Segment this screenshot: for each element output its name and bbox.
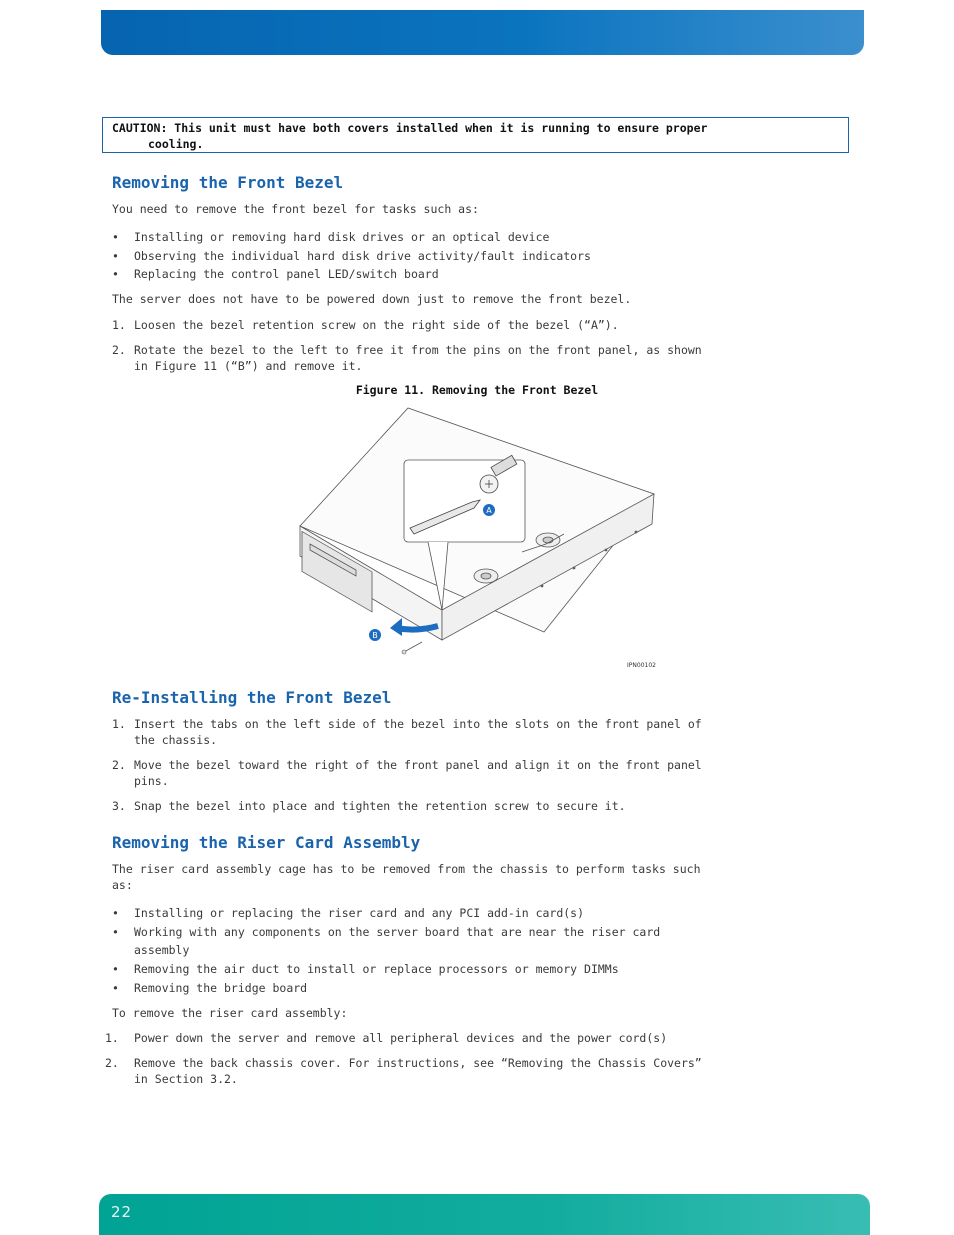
step-text: Remove the back chassis cover. For instructions, see “Removing the Chassis Covers” [134, 1056, 702, 1070]
step-text-cont: in Section 3.2. [134, 1072, 238, 1086]
step-number: 1. [105, 1031, 119, 1045]
caution-line-1: CAUTION: This unit must have both covers installed when it is running to ensure proper [112, 121, 708, 135]
step-text: Power down the server and remove all peripheral devices and the power cord(s) [134, 1031, 668, 1045]
section-title-removing-riser-card: Removing the Riser Card Assembly [112, 833, 421, 852]
bullet-icon: • [112, 267, 119, 281]
list-item-text: Replacing the control panel LED/switch board [134, 267, 439, 281]
section1-note: The server does not have to be powered down just to remove the front bezel. [112, 292, 632, 306]
section1-intro: You need to remove the front bezel for tasks such as: [112, 202, 479, 216]
figure-id: IPN00102 [627, 662, 656, 669]
step-number: 1. [112, 717, 126, 731]
bullet-icon: • [112, 962, 119, 976]
bezel-removal-illustration [296, 404, 662, 676]
callout-a-label: A [486, 506, 492, 515]
step-number: 3. [112, 799, 126, 813]
section-title-reinstalling-front-bezel: Re-Installing the Front Bezel [112, 688, 392, 707]
step-text-cont: in Figure 11 (“B”) and remove it. [134, 359, 363, 373]
step-text: Rotate the bezel to the left to free it from the pins on the front panel, as shown [134, 343, 702, 357]
bullet-icon: • [112, 925, 119, 939]
section-title-removing-front-bezel: Removing the Front Bezel [112, 173, 344, 192]
step-number: 2. [112, 343, 126, 357]
bullet-icon: • [112, 230, 119, 244]
bullet-icon: • [112, 906, 119, 920]
step-text: Snap the bezel into place and tighten the retention screw to secure it. [134, 799, 626, 813]
step-text: Insert the tabs on the left side of the bezel into the slots on the front panel of [134, 717, 702, 731]
section3-intro: The riser card assembly cage has to be removed from the chassis to perform tasks such [112, 862, 701, 876]
page-number: 22 [111, 1203, 133, 1221]
figure-caption: Figure 11. Removing the Front Bezel [355, 383, 599, 397]
step-text-cont: pins. [134, 774, 169, 788]
list-item-text: Removing the air duct to install or replace processors or memory DIMMs [134, 962, 619, 976]
callout-b-marker [369, 629, 381, 641]
header-band [101, 10, 864, 55]
list-item-text-cont: assembly [134, 943, 190, 957]
step-number: 1. [112, 318, 126, 332]
section3-pre-steps: To remove the riser card assembly: [112, 1006, 348, 1020]
footer-band [99, 1194, 870, 1235]
step-text: Loosen the bezel retention screw on the right side of the bezel (“A”). [134, 318, 619, 332]
section3-intro-cont: as: [112, 878, 133, 892]
callout-a-marker [483, 504, 495, 516]
list-item-text: Removing the bridge board [134, 981, 308, 995]
step-number: 2. [105, 1056, 119, 1070]
step-text: Move the bezel toward the right of the front panel and align it on the front panel [134, 758, 702, 772]
step-number: 2. [112, 758, 126, 772]
list-item-text: Observing the individual hard disk drive activity/fault indicators [134, 249, 591, 263]
callout-b-label: B [372, 631, 378, 640]
caution-line-2: cooling. [148, 137, 204, 151]
list-item-text: Working with any components on the server board that are near the riser card [134, 925, 661, 939]
list-item-text: Installing or replacing the riser card and any PCI add-in card(s) [134, 906, 585, 920]
caution-box [102, 117, 849, 153]
list-item-text: Installing or removing hard disk drives or an optical device [134, 230, 550, 244]
bullet-icon: • [112, 981, 119, 995]
step-text-cont: the chassis. [134, 733, 218, 747]
bullet-icon: • [112, 249, 119, 263]
